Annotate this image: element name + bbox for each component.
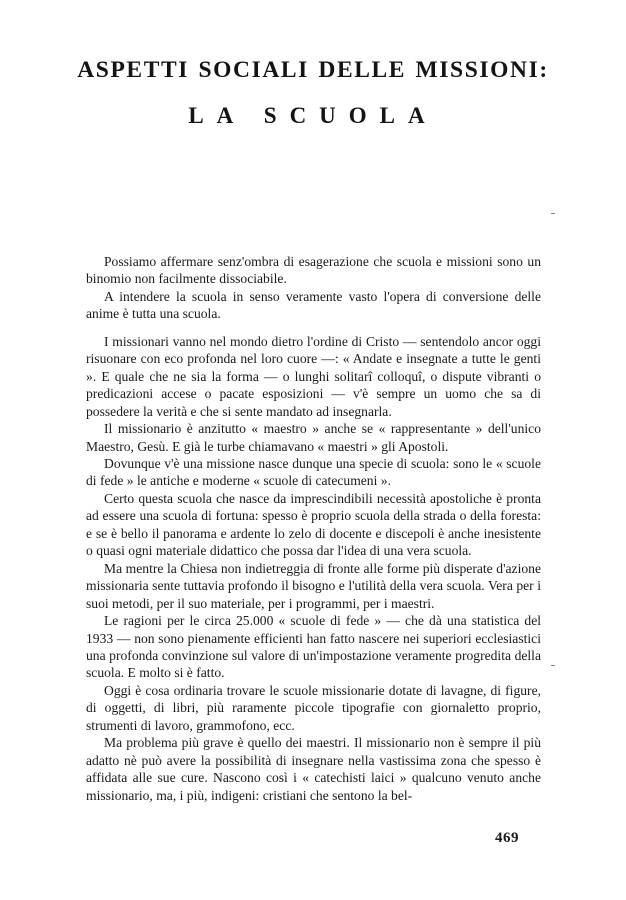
title-line-2: LA SCUOLA xyxy=(188,103,438,128)
paragraph-10: Ma problema più grave è quello dei maestri. Il missionario non è sempre il più adatto nè può avere la possibilità di insegnare nella vastissima zona che spesso è affidata alle sue cure. Nascono così i « catechisti laici » qualcuno venuto anche missionario, ma, i più, indigeni: cristiani che sentono la bel- xyxy=(86,735,541,803)
paragraph-3: I missionari vanno nel mondo dietro l'ordine di Cristo — sentendolo ancor oggi risuonare con eco profonda nel loro cuore —: « Andate e insegnate a tutte le genti ». E quale che ne sia la forma — o lunghi solitarî colloquî, o dispute vibranti o predicazioni accese o pacate esposizioni — v'è sempre un uomo che sa di possedere la verità e che si sente mandato ad insegnarla. xyxy=(86,333,541,419)
paragraph-7: Ma mentre la Chiesa non indietreggia di fronte alle forme più disperate d'azione missionaria sente tuttavia profondo il bisogno e l'utilità della vera scuola. Vera per i suoi metodi, per il suo materiale, per i programmi, per i maestri. xyxy=(86,560,541,611)
title-line-1: ASPETTI SOCIALI DELLE MISSIONI: xyxy=(77,57,549,83)
paragraph-1: Possiamo affermare senz'ombra di esagerazione che scuola e missioni sono un binomio non facilmente dissociabile. xyxy=(86,254,541,287)
article-body xyxy=(86,253,541,804)
paragraph-9: Oggi è cosa ordinaria trovare le scuole missionarie dotate di lavagne, di figure, di oggetti, di libri, più raramente piccole tipografie con giornaletto proprio, strumenti di lavoro, grammofono, ecc. xyxy=(86,682,541,733)
margin-mark xyxy=(551,665,555,666)
page-number: 469 xyxy=(495,830,519,846)
paragraph-5: Dovunque v'è una missione nasce dunque una specie di scuola: sono le « scuole di fede » le antiche e moderne « scuole di catecumeni ». xyxy=(86,455,541,489)
paragraph-6: Certo questa scuola che nasce da imprescindibili necessità apostoliche è pronta ad essere una scuola di fortuna: spesso è proprio scuola della strada o della foresta: e se è bello il panorama e ardente lo zelo di docente e discepoli è anche inesistente o quasi ogni materiale didattico che possa dar l'idea di una vera scuola. xyxy=(86,490,541,559)
paragraph-4: Il missionario è anzitutto « maestro » anche se « rappresentante » dell'unico Maestro, Gesù. E già le turbe chiamavano « maestri » gli Apostoli. xyxy=(86,421,541,454)
margin-mark xyxy=(551,213,555,214)
paragraph-8: Le ragioni per le circa 25.000 « scuole di fede » — che dà una statistica del 1933 — non sono pienamente efficienti han fatto nascere nei superiori ecclesiastici una profonda convinzione sul valore di un'impostazione veramente progredita della scuola. E molto si è fatto. xyxy=(86,613,541,681)
paragraph-2: A intendere la scuola in senso veramente vasto l'opera di conversione delle anime è tutta una scuola. xyxy=(86,288,541,322)
